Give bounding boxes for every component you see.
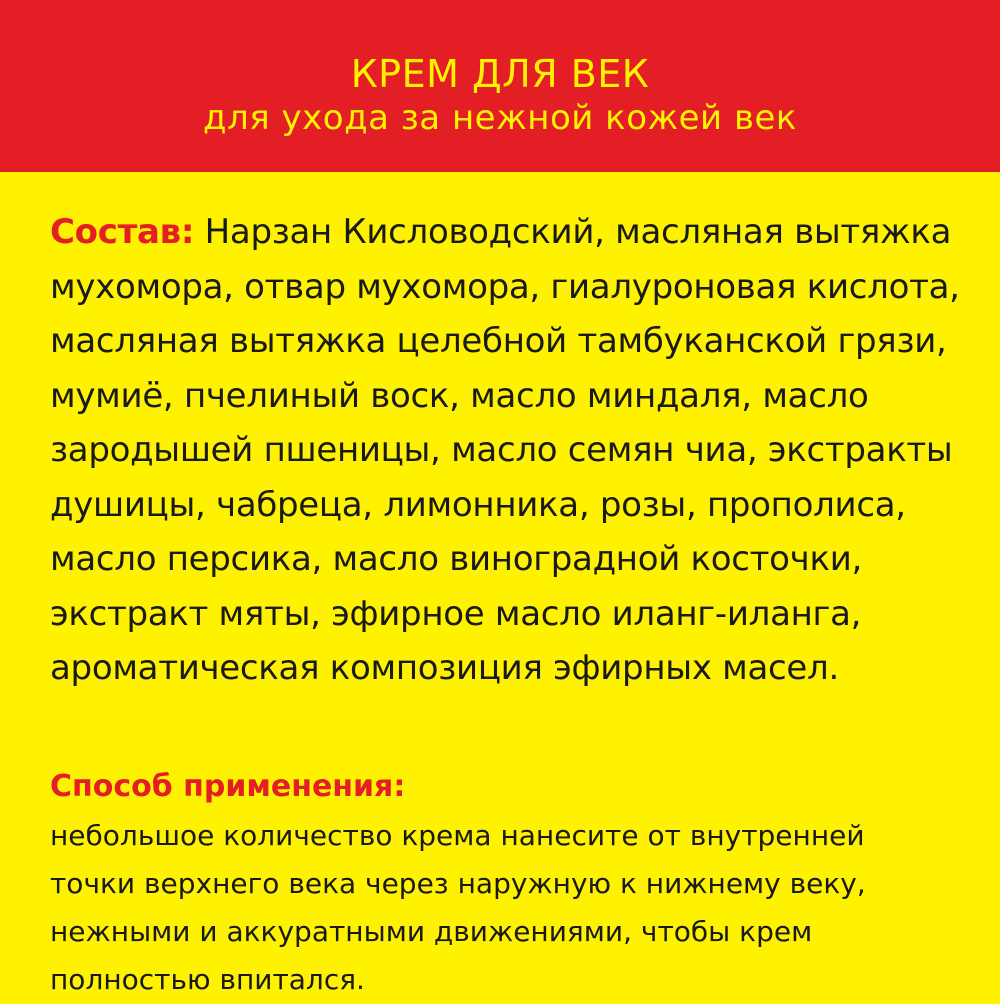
- composition-line: масло персика, масло виноградной косточки,: [50, 539, 863, 579]
- composition-line: [50, 205, 985, 260]
- product-subtitle: для ухода за нежной кожей век: [203, 98, 797, 138]
- usage-line: полностью впитался.: [50, 963, 365, 996]
- composition-line: зародышей пшеницы, масло семян чиа, экстракты: [50, 430, 953, 470]
- composition-text: Нарзан Кисловодский, масляная вытяжка: [194, 212, 952, 252]
- product-title: КРЕМ ДЛЯ ВЕК: [350, 52, 650, 96]
- composition-line: экстракт мяты, эфирное масло иланг-иланга,: [50, 593, 862, 634]
- composition-line: масляная вытяжка целебной тамбуканской грязи,: [50, 321, 947, 361]
- usage-line: точки верхнего века через наружную к нижнему веку,: [50, 867, 866, 900]
- composition-line: душицы, чабреца, лимонника, розы, прополиса,: [50, 484, 906, 525]
- composition-line: мухомора, отвар мухомора, гиалуроновая кислота,: [50, 266, 960, 307]
- composition-label: Состав:: [50, 212, 195, 252]
- usage-line: небольшое количество крема нанесите от внутренней: [50, 819, 865, 852]
- composition-line: мумиё, пчелиный воск, масло миндаля, масло: [50, 375, 869, 416]
- usage-title: Способ применения:: [50, 769, 406, 804]
- header-banner: [0, 0, 1000, 172]
- composition-paragraph: [50, 205, 985, 696]
- usage-paragraph: [50, 812, 985, 1004]
- usage-line: нежными и аккуратными движениями, чтобы крем: [50, 915, 813, 948]
- composition-line: ароматическая композиция эфирных масел.: [50, 648, 839, 688]
